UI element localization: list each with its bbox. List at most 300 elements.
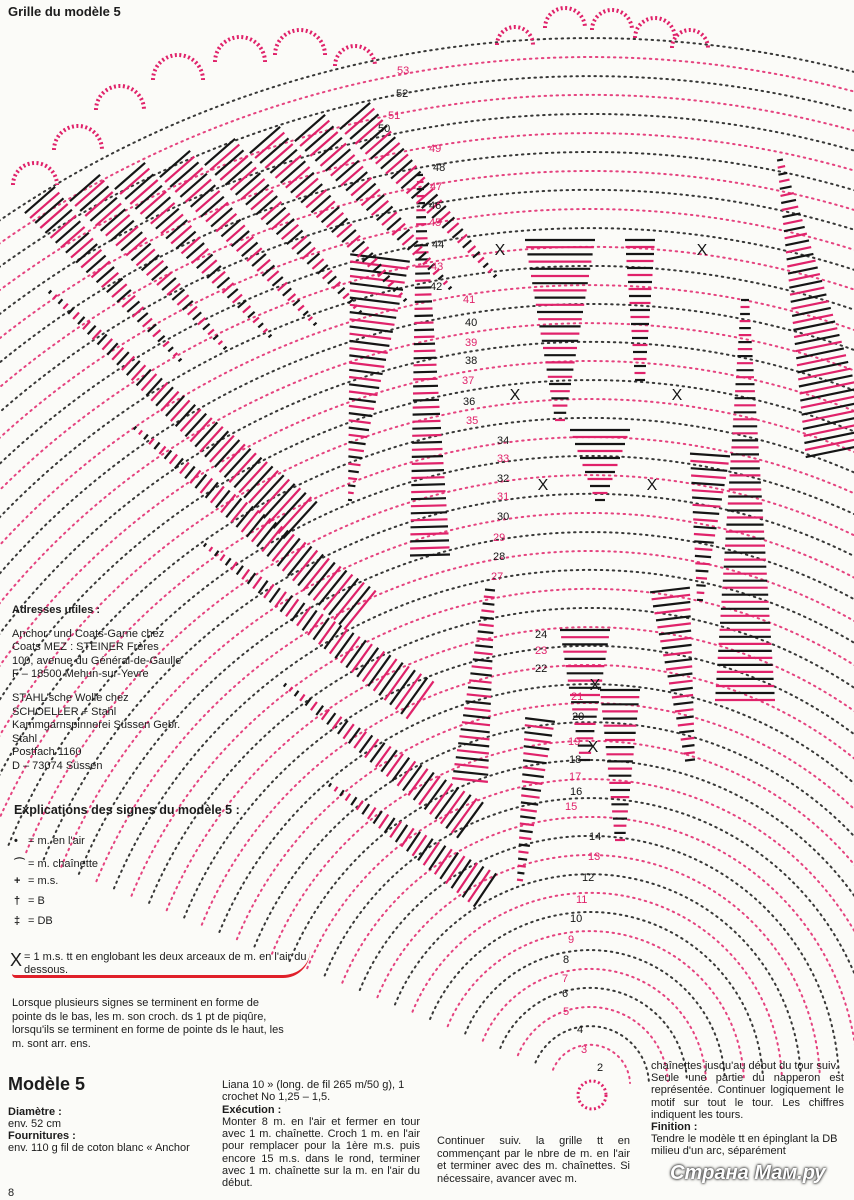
stitch-bar (414, 365, 437, 366)
round-number-label: 43 (431, 261, 444, 273)
stitch-bar (690, 454, 730, 457)
stitch-bar (685, 759, 695, 760)
round-number-label: 4 (577, 1024, 584, 1036)
stitch-bar (675, 709, 694, 711)
address-line: Postfach 1160 (12, 746, 82, 759)
chain-icon: • (14, 835, 18, 847)
address-line: F – 18500 Mehun-sur-Yevre (12, 668, 149, 681)
stitch-bar (313, 618, 329, 640)
stitch-bar (523, 767, 546, 770)
stitch-bar (190, 471, 200, 484)
addresses-box (12, 604, 222, 774)
center-ring (578, 1081, 606, 1109)
stitch-bar (236, 507, 253, 528)
round-number-label: 35 (466, 415, 479, 427)
stitch-bar (49, 291, 52, 294)
stitch-bar (694, 534, 715, 536)
stitch-bar (480, 617, 494, 619)
stitch-bar (348, 478, 357, 479)
stitch-bar (402, 235, 413, 245)
stitch-bar (411, 477, 444, 478)
stitch-bar (349, 392, 378, 396)
stitch-bar (447, 223, 458, 233)
round-number-label: 44 (432, 239, 445, 251)
round-number-label: 28 (493, 551, 506, 563)
stitch-bar (350, 298, 400, 304)
stitch-bar (453, 771, 488, 775)
execution-label: Exécution : (222, 1103, 282, 1116)
address-line: 100, avenue du Général-de-Gaulle (12, 654, 182, 667)
stitch-bar (524, 739, 551, 742)
stitch-bar (253, 577, 261, 589)
stitch-bar (88, 326, 96, 335)
stitch-bar (694, 541, 714, 542)
round-number-label: 12 (582, 872, 595, 884)
round-number-label: 45 (429, 217, 442, 229)
stitch-bar (381, 149, 404, 169)
stitch-bar (524, 732, 552, 735)
stitch-bar (228, 289, 238, 298)
stitch-bar (412, 456, 443, 457)
stitch-bar (346, 794, 351, 801)
stitch-bar (518, 859, 527, 860)
stitch-bar (324, 625, 341, 649)
stitch-bar (339, 587, 370, 625)
red-underline-mark (12, 951, 310, 978)
address-line: Coats MEZ : STEINER Frères (12, 641, 159, 654)
stitch-bar (73, 313, 79, 320)
stitch-bar (206, 202, 228, 221)
stitch-bar (102, 339, 112, 350)
stitch-bar (413, 379, 437, 380)
explanations-heading: Explications des signes du modèle 5 : (14, 803, 240, 817)
stitch-bar (696, 571, 709, 572)
stitch-bar (791, 294, 827, 301)
picot-scallop (96, 86, 144, 110)
stitch-bar (457, 750, 489, 753)
round-number-label: 50 (378, 123, 391, 135)
stitch-bar (349, 420, 371, 423)
stitch-bar (479, 624, 494, 626)
stitch-bar (330, 629, 348, 654)
stitch-bar (262, 527, 282, 552)
stitch-bar (656, 616, 691, 620)
stitch-bar (407, 177, 425, 193)
stitch-bar (485, 590, 495, 591)
round-number-label: 15 (565, 801, 578, 813)
stitch-bar (185, 414, 206, 437)
stitch-bar (665, 659, 692, 662)
stitch-bar (684, 752, 695, 753)
stitch-bar (413, 421, 441, 422)
round-number-label: 32 (497, 473, 510, 485)
chain-arc (518, 1007, 668, 1081)
stitch-bar (419, 776, 440, 805)
stitch-bar (472, 666, 493, 668)
stitch-bar (248, 573, 256, 584)
stitch-bar (517, 880, 523, 881)
stitch-bar (276, 156, 302, 178)
stitch-bar (669, 681, 693, 684)
stitch-bar (682, 745, 694, 747)
legend-label: = B (28, 895, 45, 907)
x-stitch-mark: X (509, 387, 521, 404)
stitch-bar (281, 161, 306, 183)
stitch-bar (231, 168, 257, 190)
round-number-label: 11 (576, 894, 588, 906)
stitch-bar (781, 193, 794, 196)
stitch-bar (462, 722, 490, 725)
stitch-bar (463, 715, 490, 718)
stitch-bar (782, 207, 798, 210)
legend-label: = m.s. (28, 875, 59, 887)
round-number-label: 42 (430, 281, 443, 293)
stitch-bar (126, 238, 146, 256)
stitch-bar (301, 184, 322, 203)
stitch-bar (188, 307, 197, 315)
picot-scallop (545, 8, 585, 28)
stitch-bar (267, 531, 288, 557)
stitch-bar (221, 220, 240, 237)
stitch-bar (411, 505, 447, 506)
stitch-bar (442, 217, 454, 228)
round-number-label: 19 (568, 736, 581, 748)
stitch-bar (350, 334, 392, 339)
chain-arc (0, 133, 854, 1037)
round-number-label: 30 (497, 511, 510, 523)
stitch-bar (172, 289, 184, 300)
execution-text: Monter 8 m. en l'air et fermer en tour avec 1 m. chaînette. Croch 1 m. en l'air pour remplacer pour la 1ère m.s. puis encore 15 m.s. dans le rond, terminer avec 1 m. chaînette sur la m. en l'air du début. (222, 1115, 420, 1190)
picot-scallop (215, 37, 265, 62)
round-number-label: 46 (429, 200, 442, 212)
stitch-bar (170, 455, 177, 464)
stitch-bar (153, 330, 161, 337)
stitch-bar (273, 277, 283, 286)
stitch-bar (307, 253, 319, 264)
slip-stitch-icon: ⌒ (14, 858, 25, 870)
stitch-bar (357, 648, 378, 677)
stitch-bar (412, 449, 443, 450)
round-number-label: 17 (569, 771, 582, 783)
stitch-bar (463, 240, 471, 247)
stitch-bar (785, 240, 809, 245)
chain-arc (237, 703, 854, 1066)
stitch-bar (461, 729, 490, 732)
stitch-bar (412, 428, 441, 429)
chain-arc (448, 931, 744, 1077)
stitch-bar (351, 797, 356, 805)
round-number-label: 37 (462, 375, 475, 387)
stitch-bar (478, 631, 494, 633)
round-number-label: 9 (568, 934, 575, 946)
stitch-bar (349, 341, 389, 346)
stitch-bar (288, 294, 296, 301)
stitch-bar (317, 201, 335, 217)
stitch-bar (141, 192, 167, 214)
stitch-bar (289, 687, 292, 691)
treble-crochet-icon: ‡ (14, 915, 21, 927)
stitch-bar (348, 485, 355, 486)
stitch-bar (231, 503, 247, 523)
stitch-bar (236, 173, 261, 195)
stitch-bar (217, 277, 229, 288)
stitch-bar (695, 563, 709, 564)
instructions-column-3: Continuer suiv. la grille tt en commençant par le nbre de m. en l'air et terminer avec des m. chaînettes. Si nécessaire, avancer avec m. (437, 1135, 630, 1185)
stitch-bar (269, 488, 301, 523)
stitch-bar (522, 774, 544, 777)
stitch-bar (63, 304, 68, 309)
stitch-bar (329, 783, 331, 786)
round-number-label: 13 (588, 851, 601, 863)
stitch-bar (263, 329, 267, 332)
legend-label: = m. chaînette (28, 858, 99, 870)
stitch-bar (298, 306, 304, 311)
stitch-bar (519, 838, 531, 840)
round-number-label: 47 (430, 181, 443, 193)
stitch-bar (469, 680, 491, 682)
stitch-bar (272, 213, 290, 229)
stitch-bar (456, 757, 489, 760)
stitch-bar (411, 512, 447, 513)
stitch-bar (323, 271, 332, 279)
stitch-bar (246, 185, 269, 205)
stitch-bar (349, 442, 366, 444)
stitch-bar (474, 652, 493, 654)
stitch-bar (341, 637, 360, 663)
stitch-bar (415, 301, 432, 302)
stitch-bar (452, 860, 471, 889)
stitch-bar (350, 276, 405, 283)
round-number-label: 16 (570, 786, 583, 798)
stitch-bar (411, 519, 448, 520)
stitch-bar (410, 540, 449, 541)
stitch-bar (319, 622, 335, 645)
chain-arc (395, 874, 801, 1074)
stitch-bar (258, 323, 263, 327)
stitch-bar (296, 178, 318, 197)
stitch-bar (525, 718, 555, 722)
stitch-bar (349, 413, 373, 416)
stitch-bar (458, 235, 467, 243)
round-number-label: 24 (535, 629, 548, 641)
stitch-bar (410, 555, 450, 556)
stitch-bar (166, 220, 187, 239)
stitch-bar (300, 695, 305, 701)
stitch-bar (464, 708, 490, 711)
stitch-bar (121, 232, 142, 251)
stitch-bar (385, 818, 395, 833)
stitch-bar (414, 330, 434, 331)
stitch-bar (168, 347, 173, 351)
stitch-bar (186, 180, 212, 202)
stitch-bar (284, 683, 286, 686)
stitch-bar (518, 866, 526, 867)
round-number-label: 10 (570, 913, 583, 925)
round-number-label: 5 (563, 1006, 570, 1018)
stitch-bar (349, 348, 387, 353)
round-number-label: 52 (396, 88, 409, 100)
stitch-bar (398, 761, 416, 785)
stitch-bar (676, 717, 693, 719)
stitch-bar (522, 788, 541, 790)
stitch-bar (481, 610, 494, 611)
stitch-bar (151, 203, 175, 224)
stitch-bar (467, 694, 491, 697)
stitch-bar (233, 295, 242, 303)
stitch-bar (327, 713, 335, 724)
stitch-bar (203, 324, 210, 330)
chain-arc (272, 741, 854, 1068)
stitch-bar (218, 341, 222, 344)
round-number-label: 40 (465, 317, 478, 329)
stitch-bar (468, 687, 491, 689)
model-title: Modèle 5 (8, 1074, 86, 1094)
stitch-bar (273, 493, 305, 529)
watermark-logo: Страна Мам.ру (670, 1162, 826, 1184)
stitch-bar (411, 491, 445, 492)
stitch-bar (414, 773, 434, 801)
stitch-bar (177, 295, 188, 305)
stitch-bar (781, 200, 796, 203)
stitch-bar (314, 323, 317, 326)
stitch-bar (257, 523, 276, 547)
stitch-bar (789, 281, 822, 288)
stitch-bar (318, 265, 328, 274)
single-crochet-icon: + (14, 875, 21, 887)
stitch-bar (519, 845, 530, 846)
chain-arc (553, 1045, 630, 1083)
stitch-bar (457, 863, 477, 893)
stitch-bar (518, 852, 528, 853)
stitch-bar (181, 409, 201, 431)
picot-scallop (153, 55, 203, 80)
round-number-label: 22 (535, 663, 548, 675)
picot-scallop (672, 30, 708, 48)
stitch-bar (335, 787, 338, 792)
stitch-bar (660, 638, 691, 642)
stitch-bar (270, 588, 280, 602)
stitch-bar (368, 808, 376, 819)
stitch-bar (137, 249, 155, 265)
stitch-bar (693, 519, 718, 521)
stitch-bar (86, 256, 105, 273)
stitch-bar (783, 220, 802, 224)
stitch-bar (404, 299, 407, 302)
stitch-bar (58, 299, 62, 303)
stitch-bar (523, 753, 548, 756)
stitch-bar (283, 288, 291, 295)
stitch-bar (691, 468, 728, 471)
stitch-bar (787, 261, 815, 267)
stitch-bar (267, 271, 278, 281)
stitch-bar (446, 856, 465, 883)
addresses-heading: Adresses utiles : (12, 604, 101, 616)
x-stitch-mark: X (587, 739, 599, 756)
stitch-bar (666, 666, 692, 669)
diameter-label: Diamètre : (8, 1106, 62, 1118)
stitch-bar (338, 721, 348, 734)
stitch-bar (517, 873, 524, 874)
stitch-bar (418, 839, 433, 861)
stitch-bar (122, 296, 135, 307)
stitch-bar (256, 196, 277, 215)
stitch-bar (237, 566, 243, 575)
round-number-label: 7 (562, 973, 569, 985)
x-stitch-mark: X (696, 242, 708, 259)
stitch-bar (695, 556, 711, 557)
round-number-label: 39 (465, 337, 478, 349)
stitch-bar (190, 418, 212, 442)
stitch-bar (144, 435, 148, 440)
stitch-bar (338, 288, 345, 294)
picot-scallop (592, 10, 632, 30)
stitch-bar (655, 609, 691, 613)
x-stitch-mark: X (537, 477, 549, 494)
instructions-column-2 (222, 1079, 420, 1190)
supplies-label: Fournitures : (8, 1130, 76, 1142)
stitch-bar (459, 736, 489, 739)
picot-scallop (275, 30, 325, 55)
stitch-bar (134, 426, 137, 429)
picot-scallop (54, 126, 102, 150)
stitch-bar (156, 209, 179, 229)
stitch-bar (413, 407, 440, 408)
address-line: Stahl (12, 732, 38, 745)
stitch-bar (414, 316, 433, 317)
stitch-bar (349, 384, 379, 388)
x-stitch-mark: X (494, 242, 506, 259)
stitch-bar (127, 301, 139, 312)
stitch-bar (350, 319, 395, 325)
stitch-bar (159, 447, 165, 454)
stitch-bar (266, 208, 285, 225)
stitch-bar (156, 387, 173, 406)
stitch-bar (220, 555, 224, 561)
stitch-bar (201, 197, 224, 217)
col4-text: chaînettes jusqu'au début du tour suiv. (651, 1060, 839, 1072)
stitch-bar (132, 307, 143, 317)
stitch-bar (696, 585, 705, 586)
stitch-bar (226, 499, 241, 518)
stitch-bar (343, 294, 349, 299)
stitch-bar (348, 471, 359, 472)
stitch-bar (200, 427, 223, 452)
round-number-label: 53 (397, 65, 410, 77)
finition-label: Finition : (651, 1121, 698, 1134)
stitch-bar (349, 406, 374, 409)
stitch-bar (71, 238, 93, 257)
stitch-bar (411, 526, 449, 527)
stitch-bar (414, 337, 435, 338)
stitch-bar (412, 463, 444, 464)
round-number-label: 14 (589, 831, 602, 843)
model-specs (8, 1106, 190, 1154)
round-number-label: 36 (463, 396, 476, 408)
stitch-bar (51, 216, 77, 238)
stitch-bar (349, 363, 384, 367)
stitch-bar (693, 512, 719, 514)
stitch-bar (107, 343, 117, 354)
stitch-bar (657, 623, 691, 627)
stitch-bar (413, 414, 440, 415)
stitch-bar (412, 435, 441, 436)
stitch-bar (312, 259, 323, 269)
col4-text2: Seule une partie du napperon est représentée. Continuer logiquement le motif sur tout le tour. Les chiffres indiquent les tours. (651, 1072, 844, 1121)
stitch-bar (283, 502, 317, 539)
stitch-bar (348, 493, 354, 494)
stitch-bar (468, 246, 476, 253)
round-number-label: 48 (433, 162, 446, 174)
